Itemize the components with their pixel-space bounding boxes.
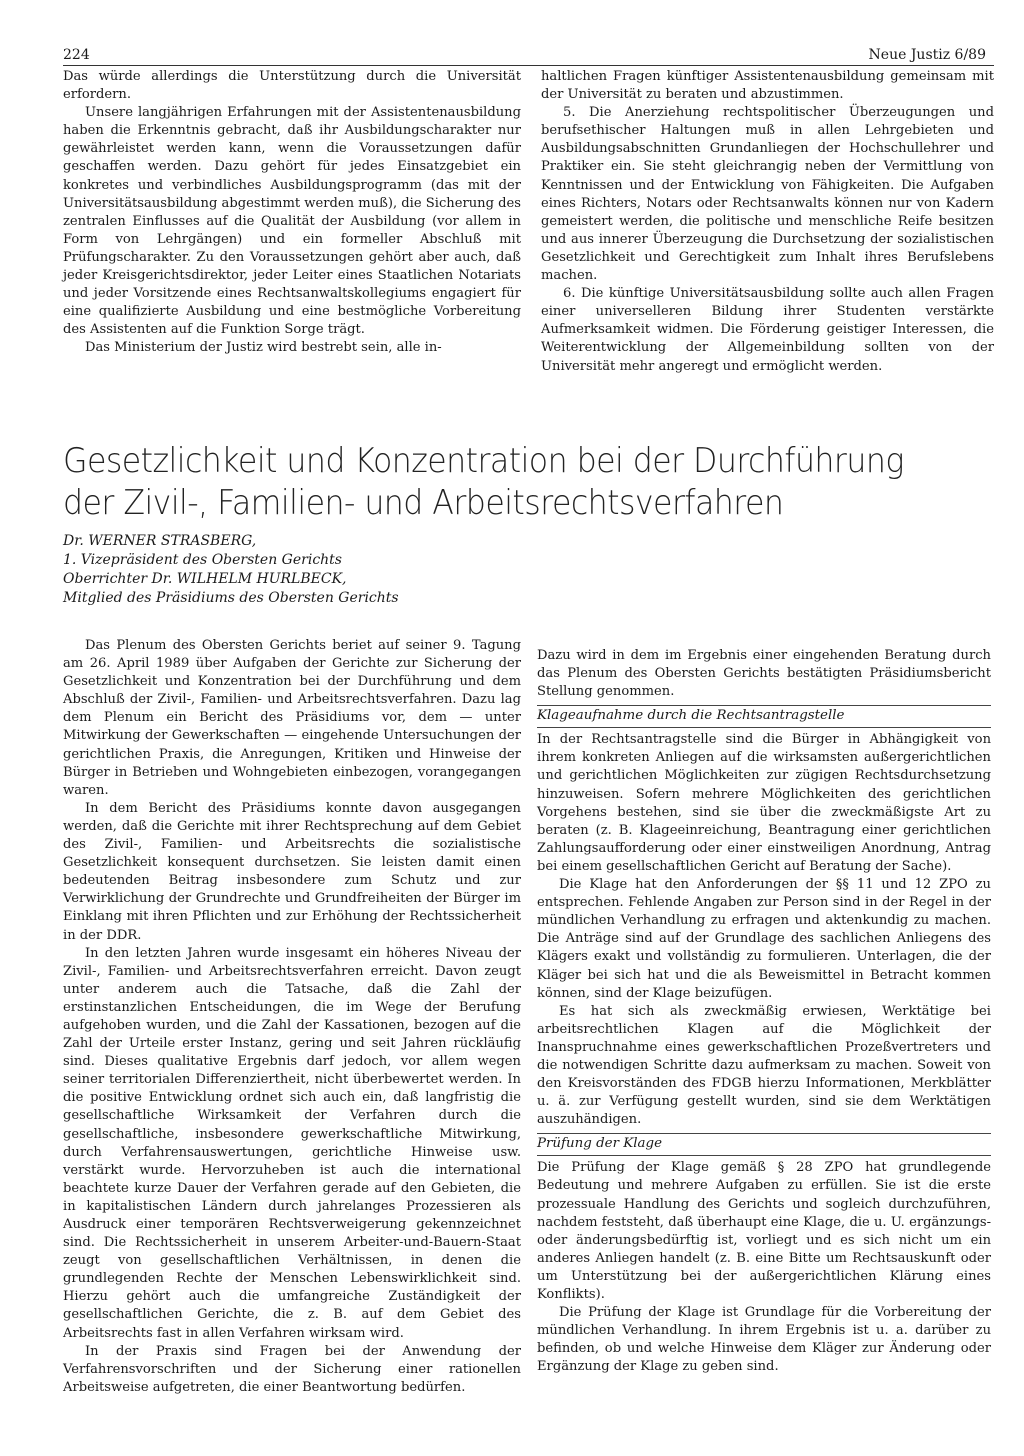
section-heading: Klageaufnahme durch die Rechtsantragstelle bbox=[537, 705, 991, 728]
header-rule bbox=[63, 65, 994, 66]
paragraph: In der Praxis sind Fragen bei der Anwendung der Verfahrensvorschriften und der Sicherung einer rationellen Arbeitsweise aufgetreten, die einer Beantwortung bedürfen. bbox=[63, 1343, 521, 1395]
top-right-column bbox=[541, 68, 994, 376]
author-role: 1. Vizepräsident des Obersten Gerichts bbox=[63, 552, 342, 568]
article-authors bbox=[63, 532, 623, 608]
author-role: Mitglied des Präsidiums des Obersten Gerichts bbox=[63, 590, 399, 606]
author-name: Oberrichter Dr. WILHELM HURLBECK, bbox=[63, 571, 347, 587]
article-left-column bbox=[63, 637, 521, 1397]
paragraph: Die Prüfung der Klage gemäß § 28 ZPO hat grundlegende Bedeutung und mehrere Aufgaben zu erfüllen. Sie ist die erste prozessuale Handlung des Gerichts und sogleich durchzuführen, nachdem feststeht, daß überhaupt eine Klage, die u. U. ergänzungs- oder änderungsbedürftig ist, vorliegt und es sich nicht um ein anderes Anliegen handelt (z. B. eine Bitte um Rechtsauskunft oder um Unterstützung bei der außergerichtlichen Klärung eines Konflikts). bbox=[537, 1160, 991, 1302]
paragraph: Dazu wird in dem im Ergebnis einer eingehenden Beratung durch das Plenum des Obersten Gerichts bestätigten Präsidiumsbericht Stellung genommen. bbox=[537, 648, 991, 700]
paragraph: Das Ministerium der Justiz wird bestrebt sein, alle in- bbox=[85, 340, 442, 356]
paragraph: Es hat sich als zweckmäßig erwiesen, Werktätige bei arbeitsrechtlichen Klagen auf die Möglichkeit der Inanspruchnahme eines gewerkschaftlichen Prozeßvertreters und die notwendigen Schritte dazu aufmerksam zu machen. Soweit von den Kreisvorständen des FDGB hierzu Informationen, Merkblätter u. ä. zur Verfügung gestellt wurden, sind sie dem Werktätigen auszuhändigen. bbox=[537, 1003, 991, 1128]
paragraph: Das würde allerdings die Unterstützung durch die Universität erfordern. bbox=[63, 69, 521, 103]
article-title-line: Gesetzlichkeit und Konzentration bei der Durchführung bbox=[63, 441, 904, 481]
paragraph: In der Rechtsantragstelle sind die Bürger in Abhängigkeit von ihrem konkreten Anliegen auf die wirksamsten außergerichtlichen und gerichtlichen Möglichkeiten zur zügigen Rechtsdurchsetzung hinzuweisen. Sofern mehrere Möglichkeiten des gerichtlichen Vorgehens bestehen, sind sie über die zweckmäßigste Art zu beraten (z. B. Klageeinreichung, Beantragung einer gerichtlichen Zahlungsaufforderung oder einer einstweiligen Anordnung, Antrag bei einem gesellschaftlichen Gericht auf Beratung der Sache). bbox=[537, 732, 991, 874]
top-left-column bbox=[63, 68, 521, 358]
paragraph: In dem Bericht des Präsidiums konnte davon ausgegangen werden, daß die Gerichte mit ihrer Rechtsprechung auf dem Gebiet des Zivil-, Familien- und Arbeitsrechts die sozialistische Gesetzlichkeit konsequent durchsetzen. Sie leisten damit einen bedeutenden Beitrag insbesondere zum Schutz und zur Verwirklichung der Grundrechte und Grundfreiheiten der Bürger im Einklang mit ihren Pflichten und zur Erhöhung der Rechtssicherheit in der DDR. bbox=[63, 800, 521, 943]
paragraph: Die Prüfung der Klage ist Grundlage für die Vorbereitung der mündlichen Verhandlung. In ihrem Ergebnis ist u. a. darüber zu befinden, ob und welche Hinweise dem Kläger zur Änderung oder Ergänzung der Klage zu geben sind. bbox=[537, 1305, 991, 1375]
section-heading: Prüfung der Klage bbox=[537, 1133, 991, 1156]
author-name: Dr. WERNER STRASBERG, bbox=[63, 533, 257, 549]
paragraph: In den letzten Jahren wurde insgesamt ein höheres Niveau der Zivil-, Familien- und Arbeitsrechtsverfahren erreicht. Davon zeugt unter anderem auch die Tatsache, daß die Zahl der erstinstanzlichen Entscheidungen, die im Wege der Berufung aufgehoben wurden, und die Zahl der Kassationen, bezogen auf die Zahl der Urteile erster Instanz, gering und seit Jahren rückläufig sind. Dieses qualitative Ergebnis darf jedoch, vor allem wegen seiner territorialen Differenziertheit, nicht überbewertet werden. In die positive Entwicklung ordnet sich auch ein, daß langfristig die gesellschaftliche Wirksamkeit der Verfahren durch die gesellschaftliche, insbesondere gewerkschaftliche Mitwirkung, durch Verfahrensauswertungen, gerichtliche Hinweise usw. verstärkt wurde. Hervorzuheben ist auch die international beachtete kurze Dauer der Verfahren gerade auf den Gebieten, die in kapitalistischen Ländern durch jahrelanges Prozessieren als Ausdruck einer temporären Rechtsverweigerung gekennzeichnet sind. Die Rechtssicherheit in unserem Arbeiter-und-Bauern-Staat zeugt von gesellschaftlichen Verhältnissen, in denen die grundlegenden Rechte der Menschen Lebenswirklichkeit sind. Hierzu gehört auch die umfangreiche Zuständigkeit der gesellschaftlichen Gerichte, die z. B. auf dem Gebiet des Arbeitsrechts fast in allen Verfahren wirksam wird. bbox=[63, 945, 521, 1341]
paragraph: Die Klage hat den Anforderungen der §§ 11 und 12 ZPO zu entsprechen. Fehlende Angaben zur Person sind in der Regel in der mündlichen Verhandlung zu erfragen und aktenkundig zu machen. Die Anträge sind auf der Grundlage des sachlichen Anliegens des Klägers exakt und vollständig zu formulieren. Unterlagen, die der Kläger bei sich hat und die als Beweismittel in Betracht kommen können, sind der Klage beizufügen. bbox=[537, 877, 991, 1001]
paragraph: Das Plenum des Obersten Gerichts beriet auf seiner 9. Tagung am 26. April 1989 über Aufgaben der Gerichte zur Sicherung der Gesetzlichkeit und Konzentration bei der Durchführung und dem Abschluß der Zivil-, Familien- und Arbeitsrechtsverfahren. Dazu lag dem Plenum ein Bericht des Präsidiums vor, dem — unter Mitwirkung der Gewerkschaften — eingehende Untersuchungen der gerichtlichen Praxis, die Anregungen, Kritiken und Hinweise der Bürger in Betrieben und Wohngebieten einbezogen, vorangegangen waren. bbox=[63, 638, 521, 798]
paragraph: 5. Die Anerziehung rechtspolitischer Überzeugungen und berufsethischer Haltungen muß in allen Lehrgebieten und Ausbildungsabschnitten Grundanliegen der Hochschullehrer und Praktiker ein. Sie steht gleichrangig neben der Vermittlung von Kenntnissen und der Entwicklung von Fähigkeiten. Die Aufgaben eines Richters, Notars oder Rechtsanwalts können nur von Kadern gemeistert werden, die politische und menschliche Reife besitzen und aus innerer Überzeugung die Durchsetzung der sozialistischen Gesetzlichkeit und Gerechtigkeit zum Inhalt ihres Berufslebens machen. bbox=[541, 105, 994, 284]
paragraph: haltlichen Fragen künftiger Assistentenausbildung gemeinsam mit der Universität zu beraten und abzustimmen. bbox=[541, 69, 994, 103]
article-title-line: der Zivil-, Familien- und Arbeitsrechtsverfahren bbox=[63, 483, 784, 523]
page-number: 224 bbox=[63, 47, 90, 63]
article-right-column bbox=[537, 647, 991, 1376]
article-title bbox=[63, 440, 937, 524]
paragraph: 6. Die künftige Universitätsausbildung sollte auch allen Fragen einer universelleren Bildung ihrer Studenten verstärkte Aufmerksamkeit widmen. Die Förderung geistiger Interessen, die Weiterentwicklung der Allgemeinbildung sollten von der Universität mehr angeregt und ermöglicht werden. bbox=[541, 286, 994, 374]
paragraph: Unsere langjährigen Erfahrungen mit der Assistentenausbildung haben die Erkenntnis gebracht, daß ihr Ausbildungscharakter nur gewährleistet werden kann, wenn die Voraussetzungen dafür geschaffen werden. Dazu gehört für jedes Einsatzgebiet ein konkretes und verbindliches Ausbildungsprogramm (das mit der Universitätsausbildung abgestimmt werden muß), die Sicherung des zentralen Einflusses auf die Qualität der Ausbildung (vor allem in Form von Lehrgängen) und ein formeller Abschluß mit Prüfungscharakter. Zu den Voraussetzungen gehört aber auch, daß jeder Kreisgerichtsdirektor, jeder Leiter eines Staatlichen Notariats und jeder Vorsitzende eines Rechtsanwaltskollegiums engagiert für eine qualifizierte Ausbildung und eine bestmögliche Vorbereitung des Assistenten auf die Funktion Sorge trägt. bbox=[63, 105, 521, 338]
journal-issue: Neue Justiz 6/89 bbox=[868, 47, 986, 63]
